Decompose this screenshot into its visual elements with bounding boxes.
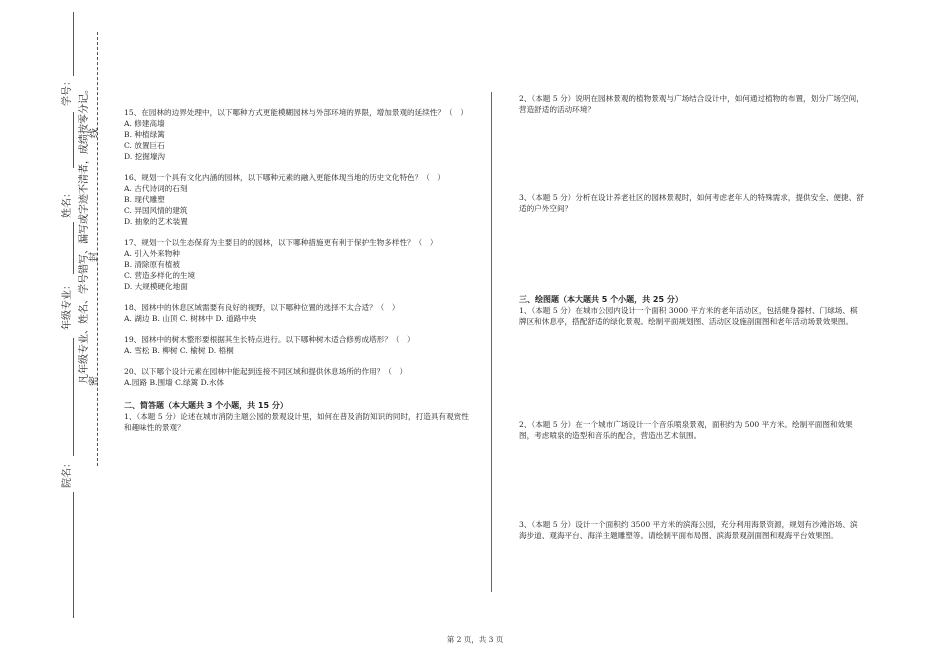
question-text: 18、园林中的休息区域需要有良好的视野，以下哪种位置的选择不太合适？（ ） [124,303,400,312]
grade-major-label: 年级专业： [62,280,73,330]
student-id-label: 学号： [62,76,73,106]
section-title-drawing: 三、绘图题（本大题共 5 个小题，共 25 分） [519,295,683,304]
short-answer-1: 1、（本题 5 分）论述在城市消防主题公园的景观设计里，如何在普及消防知识的同时，打造具有观赏性和趣味性的景观？ [124,412,469,432]
page-footer: 第 2 页，共 3 页 [446,635,504,644]
question-text: 19、园林中的树木整形要根据其生长特点进行。以下哪种树木适合修剪成塔形？（ ） [124,335,415,344]
seal-dashed-line [97,32,98,466]
question-16 [124,172,469,227]
question-text: 20、以下哪个设计元素在园林中能起到连接不同区域和提供休息场所的作用？（ ） [124,367,408,376]
binding-line-1 [73,12,74,76]
option: C. 异国风情的建筑 [124,206,188,215]
school-label: 院名： [62,458,73,488]
option: A. 古代诗词的石刻 [124,184,188,193]
option: D. 大规模硬化地面 [124,282,188,291]
question-19 [124,334,469,356]
name-label: 姓名： [62,188,73,218]
option: B. 清除原有植被 [124,260,180,269]
short-answer-2: 2、（本题 5 分）说明在园林景观的植物景观与广场结合设计中，如何通过植物的布置，划分广场空间，营造舒适的活动环境？ [519,94,864,114]
section-title-short-answer: 二、简答题（本大题共 3 个小题，共 15 分） [124,401,288,410]
short-answer-3: 3、（本题 5 分）分析在设计养老社区的园林景观时，如何考虑老年人的特殊需求，提供安全、便捷、舒适的户外空间？ [519,193,864,213]
right-column-d [519,419,864,441]
right-column-e [519,519,864,541]
column-divider [491,92,492,592]
question-17 [124,237,469,292]
right-column-a [519,93,864,115]
option: A. 引入外来物种 [124,249,180,258]
binding-line-5 [73,492,74,618]
question-text: 16、规划一个具有文化内涵的园林，以下哪种元素的融入更能体现当地的历史文化特色？（ ） [124,173,446,182]
drawing-question-3: 3、（本题 5 分）设计一个面积约 3500 平方米的滨海公园，充分利用海景资源，规划有沙滩浴场、滨海步道、观海平台、海洋主题雕塑等。请绘制平面布局图、滨海景观剖面图和观海平台效果图。 [519,520,858,540]
option: B. 现代雕塑 [124,195,165,204]
option: B. 种植绿篱 [124,130,165,139]
right-column-c [519,294,864,327]
question-20 [124,366,469,388]
question-15 [124,107,469,162]
question-text: 17、规划一个以生态保育为主要目的的园林，以下哪种措施更有利于保护生物多样性？（ ） [124,238,438,247]
fill-line-notice: 凡年级专业、姓名、学号错写、漏写或字迹不清者，成绩按零分记。 [79,84,90,384]
option: D. 挖掘壕沟 [124,152,166,161]
option: A. 雪松 B. 柳树 C. 榆树 D. 梧桐 [124,346,234,355]
question-18 [124,302,469,324]
drawing-question-1: 1、（本题 5 分）在城市公园内设计一个面积 3000 平方米的老年活动区，包括健身器材、门球场、棋牌区和休息亭，搭配舒适的绿化景观。绘制平面规划图、活动区设施剖面图和老年活动场景效果图。 [519,306,858,326]
seal-label-secret: 密 [89,376,100,386]
binding-line-2 [73,112,74,168]
question-text: 15、在园林的边界处理中，以下哪种方式更能模糊园林与外部环境的界限，增加景观的延续性？（ ） [124,108,468,117]
right-column-b [519,192,864,214]
option: D. 抽象的艺术装置 [124,217,188,226]
option: C. 营造多样化的生境 [124,271,196,280]
seal-label-seal: 封 [89,252,100,262]
option: A.园路 B.围墙 C.绿篱 D.水体 [124,378,225,387]
option: A. 修建高墙 [124,119,165,128]
drawing-question-2: 2、（本题 5 分）在一个城市广场设计一个音乐喷泉景观，面积约为 500 平方米。绘制平面图和效果图，考虑喷泉的造型和音乐的配合，营造出艺术氛围。 [519,420,853,440]
option: C. 放置巨石 [124,141,165,150]
seal-label-line: 线 [89,128,100,138]
binding-line-3 [73,222,74,274]
left-column [124,107,469,433]
binding-line-4 [73,338,74,456]
option: A. 湖边 B. 山顶 C. 树林中 D. 道路中央 [124,314,257,323]
